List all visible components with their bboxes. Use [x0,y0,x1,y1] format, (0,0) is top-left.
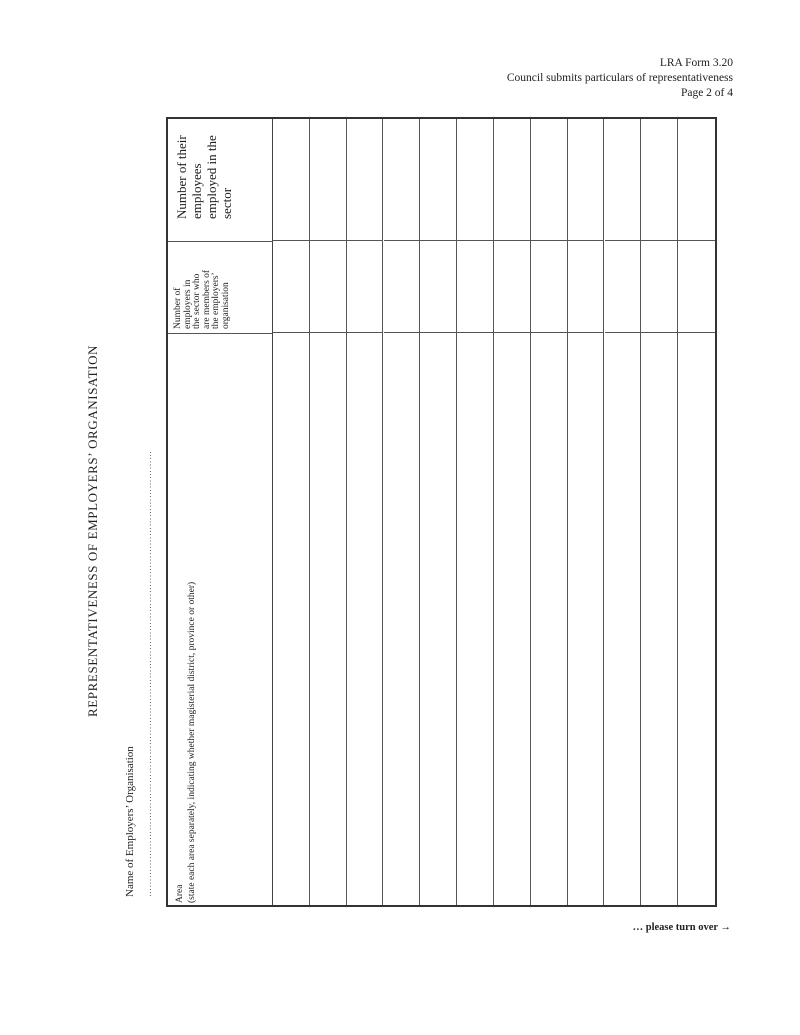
table-row [641,119,678,905]
employees-cell[interactable] [310,119,346,241]
turn-over-note: … please turn over → [632,922,731,933]
page-number: Page 2 of 4 [680,87,733,99]
members-header-label: Number of employers in the sector who are members of the employers’ organisation [173,269,231,329]
members-header-cell [168,241,272,334]
area-cell[interactable] [310,333,346,907]
area-cell[interactable] [384,333,420,907]
employees-cell[interactable] [678,119,715,241]
area-cell[interactable] [494,333,530,907]
page-title: REPRESENTATIVENESS OF EMPLOYERS’ ORGANISATION [85,344,100,717]
table-row [310,119,347,905]
org-name-field[interactable]: …………………………………………………………………………………………………………………………… [143,450,153,897]
members-cell[interactable] [605,241,641,333]
area-cell[interactable] [457,333,493,907]
employees-cell[interactable] [384,119,420,241]
area-cell[interactable] [568,333,604,907]
members-cell[interactable] [678,241,715,333]
table-row [531,119,568,905]
form-header [507,56,733,101]
employees-cell[interactable] [420,119,456,241]
members-cell[interactable] [384,241,420,333]
employees-cell[interactable] [641,119,677,241]
employees-cell[interactable] [494,119,530,241]
employees-cell[interactable] [568,119,604,241]
area-cell[interactable] [678,333,715,907]
representativeness-table [166,117,717,907]
employees-cell[interactable] [347,119,383,241]
members-cell[interactable] [568,241,604,333]
area-cell[interactable] [641,333,677,907]
data-columns [273,119,715,905]
employees-cell[interactable] [457,119,493,241]
employees-header-label: Number of their employees employed in the sector [174,135,234,219]
table-row [605,119,642,905]
area-cell[interactable] [347,333,383,907]
members-cell[interactable] [420,241,456,333]
table-row [384,119,421,905]
employees-cell[interactable] [605,119,641,241]
members-cell[interactable] [347,241,383,333]
employees-header-cell [168,119,272,242]
area-cell[interactable] [531,333,567,907]
area-cell[interactable] [273,333,309,907]
table-row [568,119,605,905]
area-cell[interactable] [605,333,641,907]
area-cell[interactable] [420,333,456,907]
members-cell[interactable] [531,241,567,333]
members-cell[interactable] [273,241,309,333]
table-row [420,119,457,905]
table-row [273,119,310,905]
members-cell[interactable] [310,241,346,333]
table-row [347,119,384,905]
members-cell[interactable] [641,241,677,333]
form-subtitle: Council submits particulars of representativeness [506,72,733,84]
members-cell[interactable] [494,241,530,333]
header-column [168,119,273,905]
members-cell[interactable] [457,241,493,333]
org-name-label: Name of Employers’ Organisation [124,746,136,897]
table-row [494,119,531,905]
area-header-cell [168,333,272,907]
table-row [457,119,494,905]
form-number: LRA Form 3.20 [659,57,733,69]
area-header-label: Area (state each area separately, indicating whether magisterial district, province or other) [175,581,197,903]
employees-cell[interactable] [273,119,309,241]
table-row [678,119,715,905]
employees-cell[interactable] [531,119,567,241]
